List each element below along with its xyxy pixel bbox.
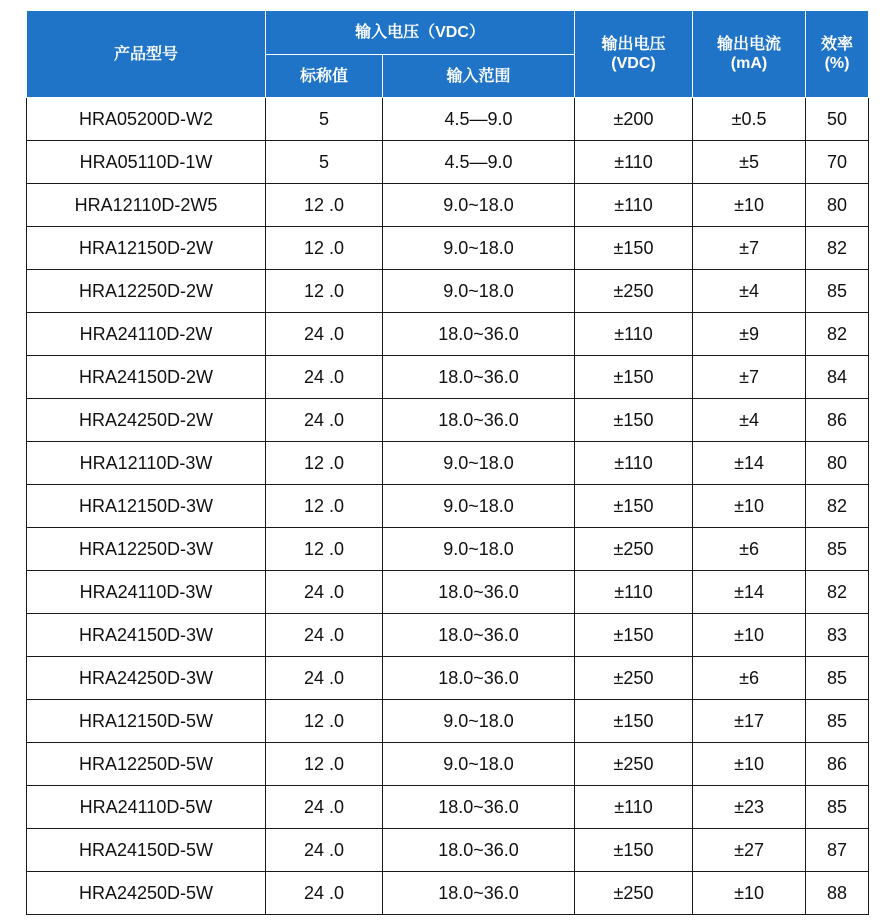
- table-row: [27, 485, 869, 528]
- cell-input-range: 18.0~36.0: [383, 356, 575, 399]
- header-output-voltage-label: 输出电压: [601, 36, 666, 53]
- header-output-current-unit: (mA): [730, 55, 768, 72]
- cell-input-range: 9.0~18.0: [383, 743, 575, 786]
- cell-output-voltage: ±150: [575, 829, 693, 872]
- cell-efficiency: 80: [806, 442, 869, 485]
- cell-nominal: 24 .0: [266, 657, 383, 700]
- cell-nominal: 24 .0: [266, 872, 383, 915]
- cell-output-voltage: ±250: [575, 872, 693, 915]
- cell-nominal: 5: [266, 98, 383, 141]
- cell-model: HRA12150D-3W: [27, 485, 266, 528]
- cell-efficiency: 86: [806, 399, 869, 442]
- cell-output-current: ±10: [693, 485, 806, 528]
- cell-input-range: 9.0~18.0: [383, 227, 575, 270]
- cell-input-range: 18.0~36.0: [383, 399, 575, 442]
- cell-output-voltage: ±150: [575, 227, 693, 270]
- cell-model: HRA12150D-5W: [27, 700, 266, 743]
- cell-nominal: 12 .0: [266, 528, 383, 571]
- cell-input-range: 18.0~36.0: [383, 829, 575, 872]
- cell-output-current: ±10: [693, 184, 806, 227]
- cell-model: HRA12250D-3W: [27, 528, 266, 571]
- table-row: [27, 313, 869, 356]
- cell-nominal: 5: [266, 141, 383, 184]
- cell-efficiency: 84: [806, 356, 869, 399]
- cell-efficiency: 82: [806, 313, 869, 356]
- cell-efficiency: 80: [806, 184, 869, 227]
- product-spec-table: [26, 10, 869, 915]
- cell-input-range: 9.0~18.0: [383, 184, 575, 227]
- cell-output-current: ±5: [693, 141, 806, 184]
- cell-efficiency: 87: [806, 829, 869, 872]
- cell-efficiency: 86: [806, 743, 869, 786]
- cell-input-range: 18.0~36.0: [383, 786, 575, 829]
- cell-input-range: 9.0~18.0: [383, 442, 575, 485]
- cell-nominal: 12 .0: [266, 442, 383, 485]
- cell-output-current: ±10: [693, 743, 806, 786]
- cell-efficiency: 82: [806, 571, 869, 614]
- cell-model: HRA05110D-1W: [27, 141, 266, 184]
- cell-model: HRA12110D-2W5: [27, 184, 266, 227]
- table-row: [27, 571, 869, 614]
- cell-output-voltage: ±150: [575, 485, 693, 528]
- cell-efficiency: 70: [806, 141, 869, 184]
- cell-input-range: 18.0~36.0: [383, 313, 575, 356]
- header-model: 产品型号: [27, 11, 266, 98]
- cell-output-current: ±0.5: [693, 98, 806, 141]
- header-efficiency: [806, 11, 869, 98]
- cell-efficiency: 85: [806, 528, 869, 571]
- cell-efficiency: 85: [806, 786, 869, 829]
- cell-output-current: ±9: [693, 313, 806, 356]
- cell-efficiency: 50: [806, 98, 869, 141]
- cell-nominal: 24 .0: [266, 399, 383, 442]
- cell-nominal: 12 .0: [266, 270, 383, 313]
- header-input-range: 输入范围: [383, 55, 575, 98]
- cell-input-range: 9.0~18.0: [383, 528, 575, 571]
- cell-nominal: 12 .0: [266, 485, 383, 528]
- cell-output-voltage: ±200: [575, 98, 693, 141]
- cell-output-current: ±6: [693, 657, 806, 700]
- header-efficiency-unit: (%): [824, 55, 850, 72]
- cell-model: HRA24110D-2W: [27, 313, 266, 356]
- cell-output-voltage: ±110: [575, 786, 693, 829]
- cell-model: HRA24110D-3W: [27, 571, 266, 614]
- table-body: [27, 98, 869, 915]
- cell-output-voltage: ±150: [575, 356, 693, 399]
- cell-input-range: 18.0~36.0: [383, 571, 575, 614]
- table-row: [27, 141, 869, 184]
- table-row: [27, 786, 869, 829]
- cell-nominal: 12 .0: [266, 743, 383, 786]
- cell-nominal: 24 .0: [266, 786, 383, 829]
- cell-efficiency: 85: [806, 657, 869, 700]
- cell-nominal: 24 .0: [266, 313, 383, 356]
- table-row: [27, 743, 869, 786]
- cell-output-voltage: ±250: [575, 528, 693, 571]
- cell-nominal: 12 .0: [266, 700, 383, 743]
- cell-output-voltage: ±110: [575, 442, 693, 485]
- cell-output-current: ±10: [693, 614, 806, 657]
- cell-nominal: 12 .0: [266, 227, 383, 270]
- cell-output-current: ±4: [693, 399, 806, 442]
- cell-model: HRA24150D-5W: [27, 829, 266, 872]
- cell-output-current: ±7: [693, 227, 806, 270]
- cell-output-current: ±17: [693, 700, 806, 743]
- table-row: [27, 872, 869, 915]
- cell-output-voltage: ±110: [575, 141, 693, 184]
- cell-model: HRA24250D-5W: [27, 872, 266, 915]
- table-row: [27, 657, 869, 700]
- cell-output-voltage: ±110: [575, 313, 693, 356]
- table-row: [27, 829, 869, 872]
- cell-input-range: 9.0~18.0: [383, 485, 575, 528]
- cell-output-current: ±14: [693, 571, 806, 614]
- cell-efficiency: 83: [806, 614, 869, 657]
- table-row: [27, 98, 869, 141]
- table-row: [27, 700, 869, 743]
- cell-model: HRA24110D-5W: [27, 786, 266, 829]
- header-input-voltage: 输入电压（VDC）: [266, 11, 575, 55]
- cell-input-range: 18.0~36.0: [383, 657, 575, 700]
- cell-output-current: ±23: [693, 786, 806, 829]
- header-output-current-label: 输出电流: [717, 36, 782, 53]
- cell-output-current: ±7: [693, 356, 806, 399]
- table-row: [27, 528, 869, 571]
- header-efficiency-label: 效率: [821, 36, 854, 53]
- cell-efficiency: 85: [806, 270, 869, 313]
- cell-input-range: 9.0~18.0: [383, 700, 575, 743]
- cell-model: HRA24150D-3W: [27, 614, 266, 657]
- cell-nominal: 24 .0: [266, 571, 383, 614]
- table-header: [27, 11, 869, 98]
- cell-output-voltage: ±110: [575, 571, 693, 614]
- cell-model: HRA24250D-2W: [27, 399, 266, 442]
- cell-output-current: ±6: [693, 528, 806, 571]
- cell-model: HRA12110D-3W: [27, 442, 266, 485]
- cell-nominal: 12 .0: [266, 184, 383, 227]
- cell-efficiency: 82: [806, 227, 869, 270]
- cell-output-voltage: ±110: [575, 184, 693, 227]
- cell-model: HRA24150D-2W: [27, 356, 266, 399]
- cell-output-current: ±10: [693, 872, 806, 915]
- header-output-current: [693, 11, 806, 98]
- table-row: [27, 270, 869, 313]
- cell-model: HRA12250D-2W: [27, 270, 266, 313]
- cell-input-range: 4.5—9.0: [383, 98, 575, 141]
- header-row-top: [27, 11, 869, 55]
- cell-output-voltage: ±250: [575, 743, 693, 786]
- header-nominal: 标称值: [266, 55, 383, 98]
- cell-efficiency: 85: [806, 700, 869, 743]
- cell-input-range: 18.0~36.0: [383, 872, 575, 915]
- cell-output-voltage: ±250: [575, 270, 693, 313]
- cell-output-voltage: ±250: [575, 657, 693, 700]
- header-output-voltage-unit: (VDC): [611, 55, 656, 72]
- cell-output-voltage: ±150: [575, 700, 693, 743]
- cell-efficiency: 88: [806, 872, 869, 915]
- cell-output-current: ±14: [693, 442, 806, 485]
- table-row: [27, 184, 869, 227]
- cell-model: HRA24250D-3W: [27, 657, 266, 700]
- table-row: [27, 399, 869, 442]
- cell-nominal: 24 .0: [266, 829, 383, 872]
- cell-nominal: 24 .0: [266, 356, 383, 399]
- cell-model: HRA05200D-W2: [27, 98, 266, 141]
- cell-input-range: 4.5—9.0: [383, 141, 575, 184]
- table-row: [27, 227, 869, 270]
- cell-efficiency: 82: [806, 485, 869, 528]
- table-row: [27, 442, 869, 485]
- table-row: [27, 356, 869, 399]
- cell-model: HRA12250D-5W: [27, 743, 266, 786]
- cell-nominal: 24 .0: [266, 614, 383, 657]
- cell-output-voltage: ±150: [575, 399, 693, 442]
- cell-output-current: ±27: [693, 829, 806, 872]
- cell-model: HRA12150D-2W: [27, 227, 266, 270]
- cell-input-range: 18.0~36.0: [383, 614, 575, 657]
- cell-input-range: 9.0~18.0: [383, 270, 575, 313]
- cell-output-voltage: ±150: [575, 614, 693, 657]
- cell-output-current: ±4: [693, 270, 806, 313]
- header-output-voltage: [575, 11, 693, 98]
- table-row: [27, 614, 869, 657]
